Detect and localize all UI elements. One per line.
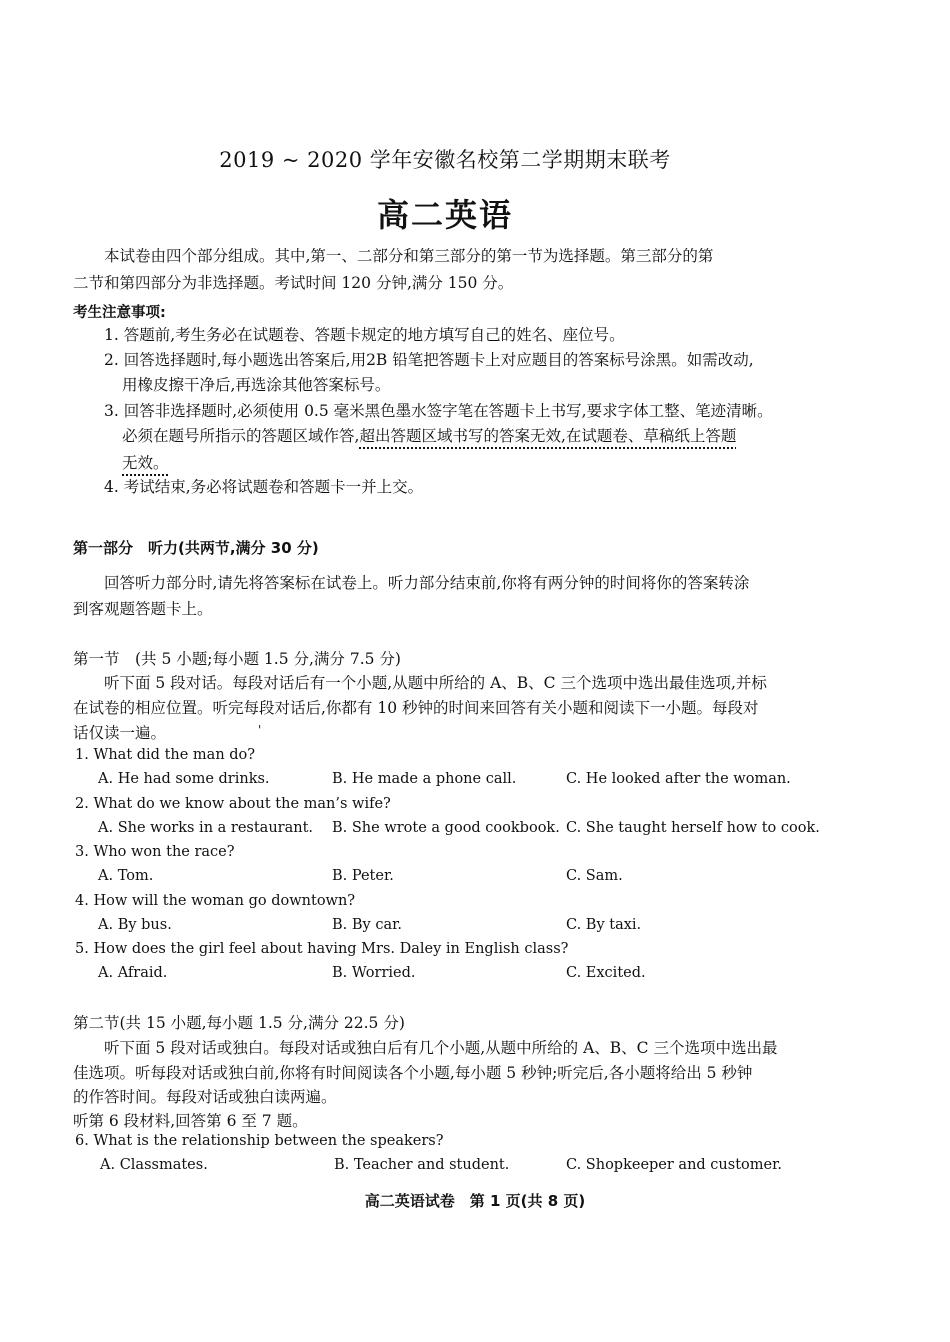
notice-item-2: 2. 回答选择题时,每小题选出答案后,用2B 铅笔把答题卡上对应题目的答案标号涂黑。如需改动, (104, 351, 754, 369)
option-c: C. She taught herself how to cook. (566, 820, 820, 836)
material-instruction: 听第 6 段材料,回答第 6 至 7 题。 (73, 1112, 308, 1130)
notice-item-3-normal: 必须在题号所指示的答题区域作答, (122, 427, 360, 445)
question-stem: 5. How does the girl feel about having Mrs. Daley in English class? (75, 941, 569, 957)
section1-heading: 第一节 (共 5 小题;每小题 1.5 分,满分 7.5 分) (73, 650, 401, 668)
page-footer: 高二英语试卷 第 1 页(共 8 页) (364, 1192, 586, 1210)
notice-item-1: 1. 答题前,考生务必在试题卷、答题卡规定的地方填写自己的姓名、座位号。 (104, 326, 625, 344)
part1-heading: 第一部分 听力(共两节,满分 30 分) (73, 539, 319, 557)
stray-mark: ' (258, 723, 262, 737)
section2-line-3: 的作答时间。每段对话或独白读两遍。 (73, 1088, 337, 1106)
notice-item-3-emphasis: 超出答题区域书写的答案无效,在试题卷、草稿纸上答题 (359, 427, 737, 445)
question-stem: 3. Who won the race? (75, 844, 235, 860)
option-a: A. Afraid. (98, 965, 168, 981)
option-b: B. Teacher and student. (334, 1157, 510, 1173)
question-stem: 1. What did the man do? (75, 747, 256, 763)
section1-line-1: 听下面 5 段对话。每段对话后有一个小题,从题中所给的 A、B、C 三个选项中选出最佳选项,并标 (104, 674, 767, 692)
option-c: C. Shopkeeper and customer. (566, 1157, 783, 1173)
notice-item-3: 3. 回答非选择题时,必须使用 0.5 毫米黑色墨水签字笔在答题卡上书写,要求字体工整、笔迹清晰。 (104, 402, 773, 420)
option-a: A. By bus. (98, 917, 172, 933)
option-a: A. He had some drinks. (98, 771, 270, 787)
section2-heading: 第二节(共 15 小题,每小题 1.5 分,满分 22.5 分) (73, 1014, 405, 1032)
option-b: B. She wrote a good cookbook. (332, 820, 560, 836)
question-stem: 6. What is the relationship between the speakers? (75, 1133, 444, 1149)
part1-intro-1: 回答听力部分时,请先将答案标在试卷上。听力部分结束前,你将有两分钟的时间将你的答案转涂 (104, 574, 750, 592)
notice-heading: 考生注意事项: (73, 305, 166, 321)
notice-item-3-end: 无效。 (122, 454, 169, 472)
section2-line-1: 听下面 5 段对话或独白。每段对话或独白后有几个小题,从题中所给的 A、B、C 三个选项中选出最 (104, 1039, 778, 1057)
option-a: A. Classmates. (100, 1157, 208, 1173)
option-b: B. He made a phone call. (332, 771, 517, 787)
question-stem: 4. How will the woman go downtown? (75, 893, 356, 909)
option-c: C. Excited. (566, 965, 646, 981)
option-a: A. Tom. (98, 868, 154, 884)
section2-line-2: 佳选项。听每段对话或独白前,你将有时间阅读各个小题,每小题 5 秒钟;听完后,各小题将给出 5 秒钟 (73, 1064, 753, 1082)
notice-item-3-cont (122, 423, 736, 449)
option-c: C. He looked after the woman. (566, 771, 791, 787)
option-b: B. Peter. (332, 868, 394, 884)
option-b: B. By car. (332, 917, 403, 933)
section1-line-2: 在试卷的相应位置。听完每段对话后,你都有 10 秒钟的时间来回答有关小题和阅读下一小题。每段对 (73, 699, 759, 717)
subject-title: 高二英语 (376, 196, 513, 234)
option-a: A. She works in a restaurant. (98, 820, 314, 836)
intro-line-2: 二节和第四部分为非选择题。考试时间 120 分钟,满分 150 分。 (73, 274, 514, 292)
exam-title: 2019 ~ 2020 学年安徽名校第二学期期末联考 (219, 148, 671, 172)
notice-item-2-cont: 用橡皮擦干净后,再选涂其他答案标号。 (122, 376, 391, 394)
section1-line-3: 话仅读一遍。 (73, 724, 167, 742)
question-stem: 2. What do we know about the man’s wife? (75, 796, 391, 812)
intro-line-1: 本试卷由四个部分组成。其中,第一、二部分和第三部分的第一节为选择题。第三部分的第 (104, 247, 714, 265)
part1-intro-2: 到客观题答题卡上。 (73, 600, 213, 618)
notice-item-4: 4. 考试结束,务必将试题卷和答题卡一并上交。 (104, 478, 424, 496)
option-b: B. Worried. (332, 965, 416, 981)
option-c: C. By taxi. (566, 917, 642, 933)
option-c: C. Sam. (566, 868, 623, 884)
